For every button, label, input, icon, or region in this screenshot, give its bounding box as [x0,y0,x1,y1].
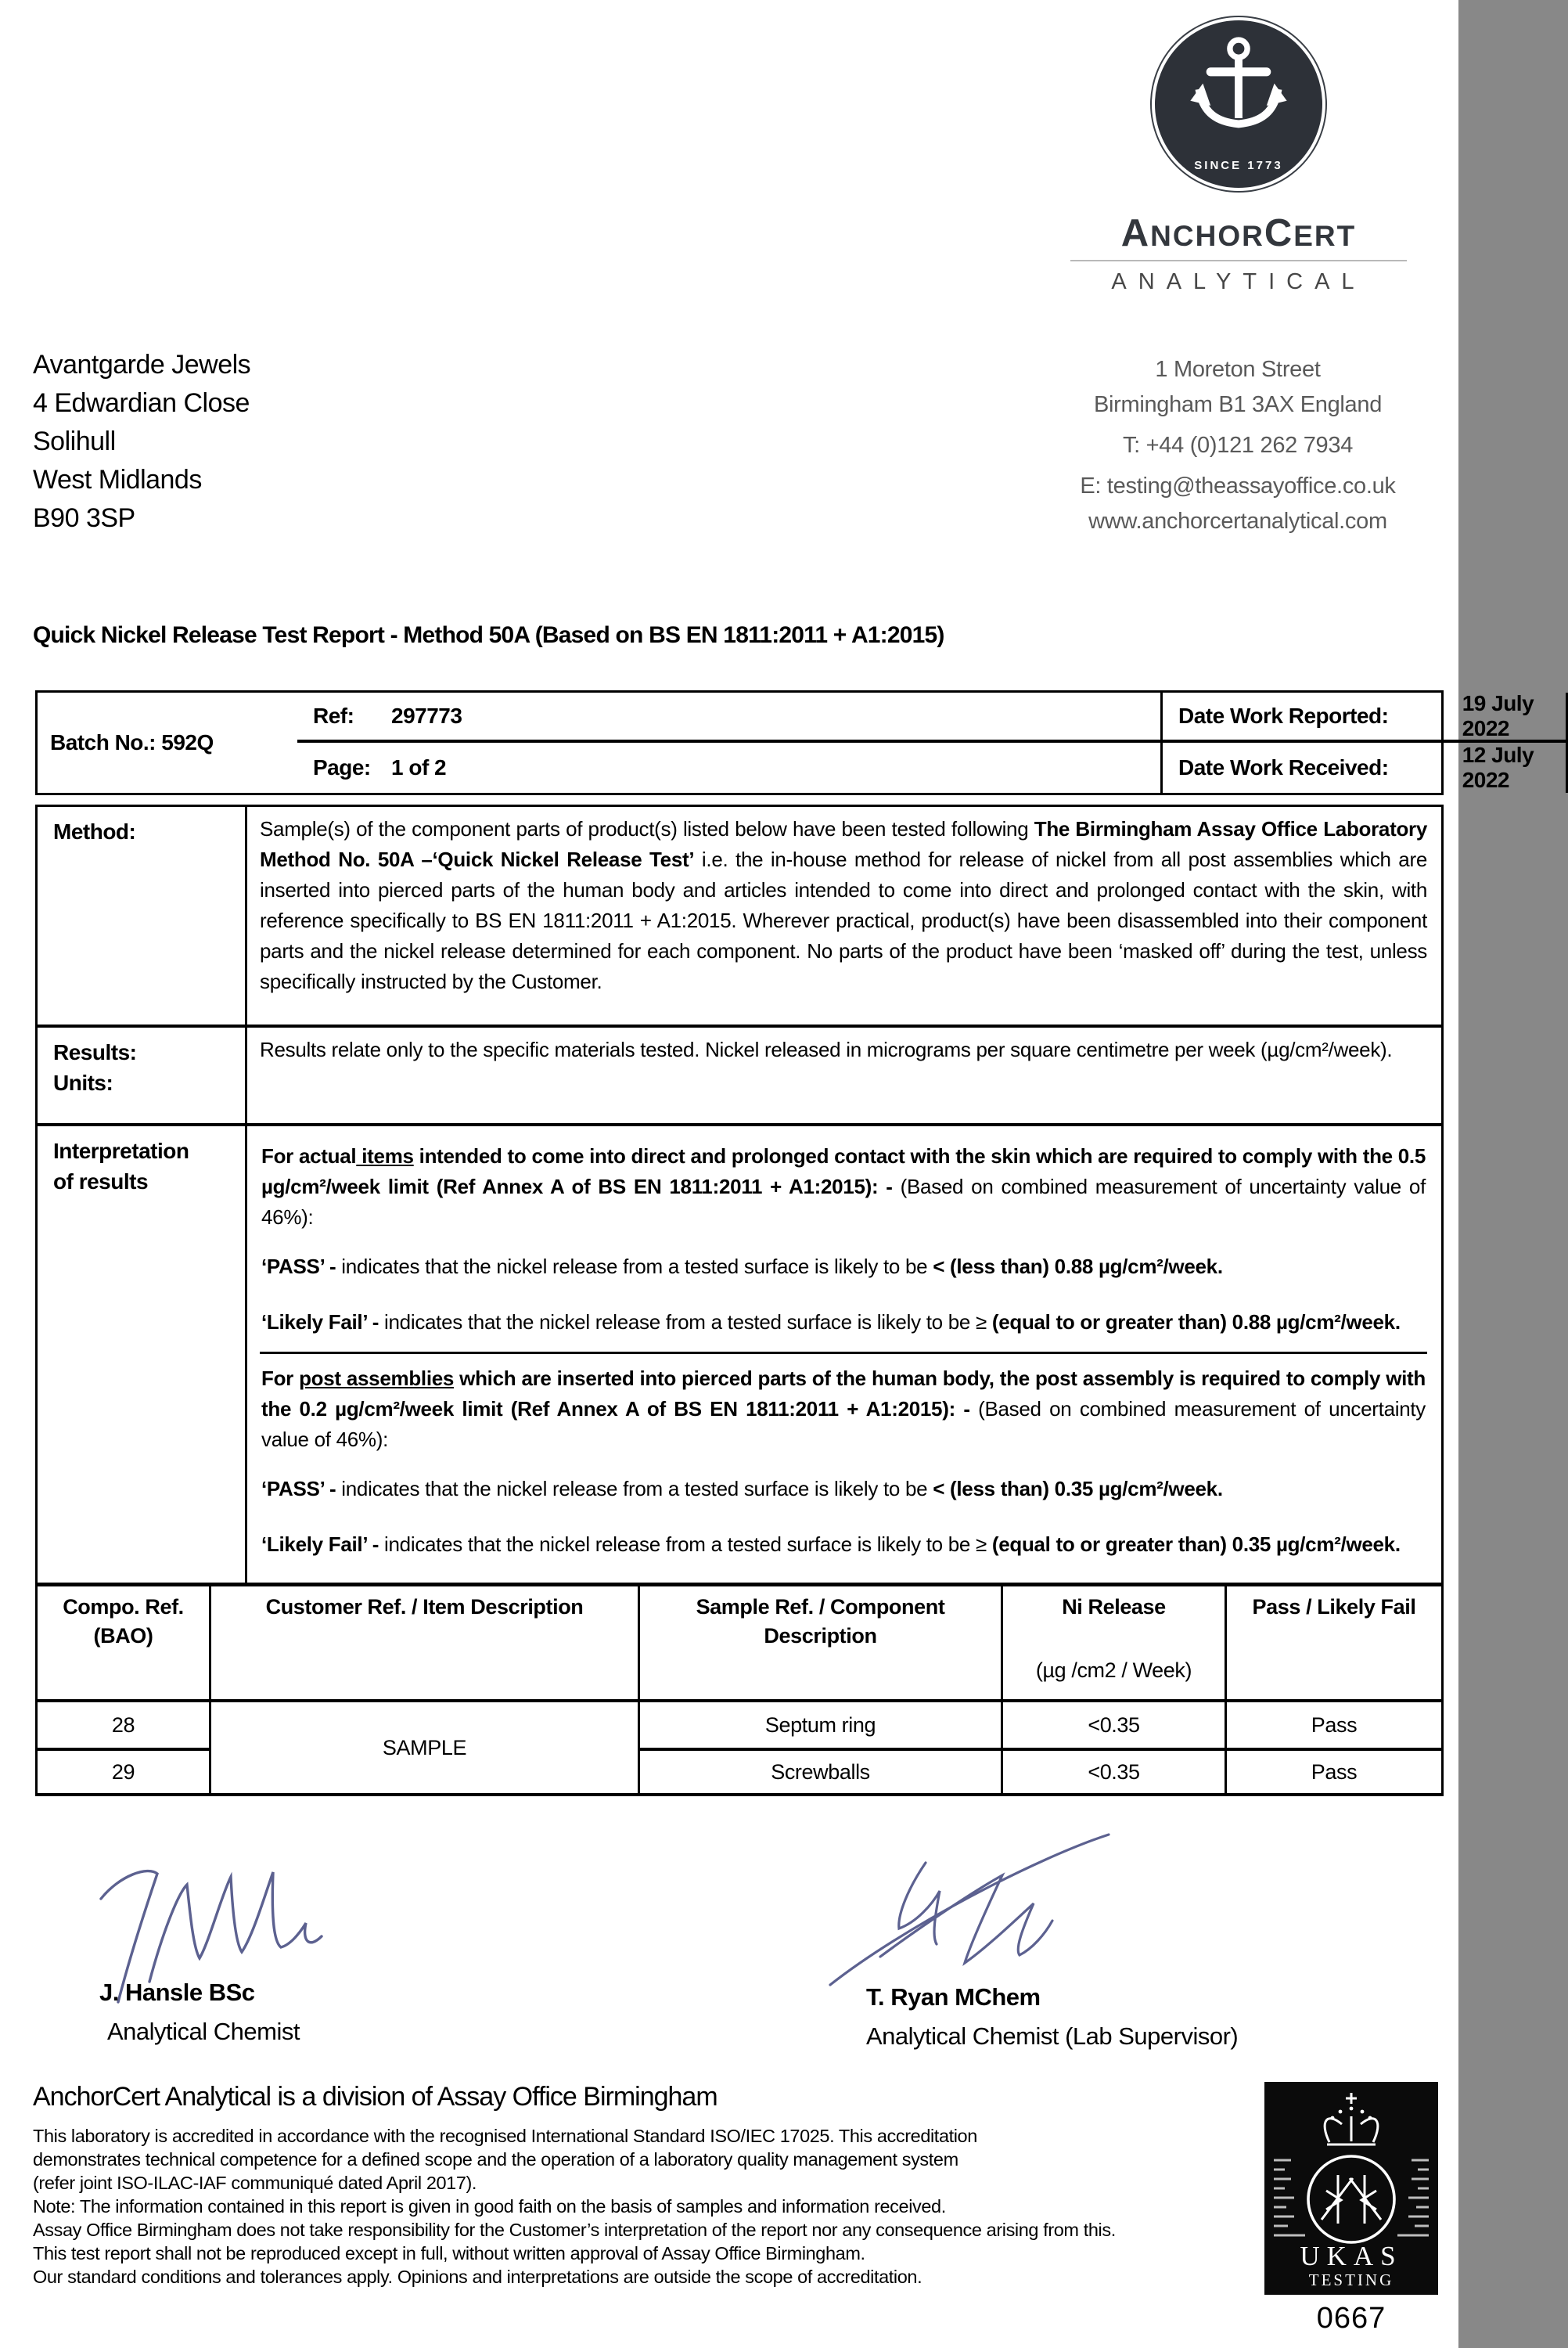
header-pass-fail [1227,1586,1441,1699]
ref-label: Ref: [313,704,354,728]
method-paragraph: Sample(s) of the component parts of product(s) listed below have been tested following The Birmingham Assay Office Laboratory Method No. 50A –‘Quick Nickel Release Test’ i.e. the in-house method for release of nickel from all post assemblies which are inserted into pierced parts of the human body and articles intended to come into direct and prolonged contact with the skin, with reference specifically to BS EN 1811:2011 + A1:2015. Wherever practical, product(s) have been disassembled into their component parts and the nickel release determined for each component. No parts of the product have been ‘masked off’ during the test, unless specifically instructed by the Customer. [260,817,1427,993]
fine-print-line: (refer joint ISO-ILAC-IAF communiqué dated April 2017). [33,2173,477,2193]
anchor-emblem [1152,17,1325,191]
signature-t-ryan [802,1828,1170,2008]
interpretation-label-line: Interpretation [53,1139,189,1163]
ref-cell [297,693,1163,743]
header-title: Pass / Likely Fail [1252,1595,1416,1619]
interpretation-block-items [260,1133,1427,1354]
header-title: Customer Ref. / Item Description [265,1595,584,1619]
limit-02-intro: For post assemblies which are inserted into pierced parts of the human body, the post assembly is required to comply with the 0.2 µg/cm²/week limit (Ref Annex A of BS EN 1811:2011 + A1:2015): - (Based on combined measurement of uncertainty value of 46%): [261,1367,1426,1451]
lab-address-line: 1 Moreton Street [1155,357,1321,382]
results-table-body [38,1702,1441,1793]
fine-print-line: demonstrates technical competence for a defined scope and the operation of a laboratory quality management system [33,2149,958,2170]
results-table-header [38,1586,1441,1702]
page-value: 1 of 2 [391,755,447,780]
lab-phone: T: +44 (0)121 262 7934 [1122,433,1354,458]
anchorcert-logo [1070,17,1407,295]
lab-website: www.anchorcertanalytical.com [1088,509,1387,534]
header-title: Compo. Ref. [63,1595,184,1619]
date-reported-cell [1163,693,1568,743]
header-customer-ref [211,1586,640,1699]
signatory-2-role: Analytical Chemist (Lab Supervisor) [866,2022,1239,2050]
interpretation-label-line: of results [53,1169,149,1194]
row2-component: Screwballs [640,1748,1003,1793]
header-unit-note: (µg /cm2 / Week) [1035,1658,1192,1682]
date-reported-label: Date Work Reported: [1178,704,1389,728]
results-table [35,1586,1444,1796]
units-label: Units: [53,1071,113,1095]
row1-component: Septum ring [640,1702,1003,1748]
ukas-accreditation-mark [1261,2082,1441,2335]
likely-fail-definition-035: ‘Likely Fail’ - indicates that the nickel release from a tested surface is likely to be ≥ (equal to or greater than) 0.35 µg/cm²/week. [261,1532,1401,1556]
method-info-table [35,805,1444,1586]
ukas-label: UKAS [1300,2241,1403,2271]
accreditation-fine-print [33,2124,1116,2289]
header-title: Sample Ref. / Component Description [696,1595,945,1648]
page-cell [297,743,1163,793]
customer-ref-cell: SAMPLE [211,1702,640,1793]
page-label: Page: [313,755,371,780]
header-title: Ni Release [1062,1595,1166,1619]
ref-value: 297773 [391,704,462,728]
results-units-text: Results relate only to the specific materials tested. Nickel released in micrograms per square centimetre per week (µg/cm²/week). [260,1038,1393,1061]
signatory-1-role: Analytical Chemist [107,2018,300,2045]
header-ni-release [1003,1586,1227,1699]
date-reported-value: 19 July 2022 [1462,691,1534,740]
header-compo-ref [38,1586,211,1699]
fine-print-line: Assay Office Birmingham does not take responsibility for the Customer’s interpretation of the report nor any consequence arising from this. [33,2220,1116,2240]
pass-definition-088: ‘PASS’ - indicates that the nickel release from a tested surface is likely to be < (less than) 0.88 µg/cm²/week. [261,1255,1223,1278]
anchor-icon [1181,31,1296,147]
fine-print-line: Our standard conditions and tolerances apply. Opinions and interpretations are outside the scope of accreditation. [33,2267,922,2287]
date-received-value: 12 July 2022 [1462,743,1534,792]
interpretation-content [247,1126,1441,1583]
lab-email: E: testing@theassayoffice.co.uk [1080,474,1396,499]
reference-table [35,690,1534,795]
customer-address-line: B90 3SP [33,503,135,533]
customer-address-line: Avantgarde Jewels [33,350,251,380]
results-label: Results: [53,1040,137,1064]
signature-area [35,1839,1444,2074]
likely-fail-definition-088: ‘Likely Fail’ - indicates that the nickel release from a tested surface is likely to be ≥ (equal to or greater than) 0.88 µg/cm²/week. [261,1310,1401,1334]
batch-number: Batch No.: 592Q [50,730,214,754]
signatory-2-name: T. Ryan MChem [866,1983,1041,2011]
wordmark-letter: A [1120,212,1151,254]
customer-address-line: Solihull [33,427,116,456]
fine-print-line: This test report shall not be reproduced except in full, without written approval of Assay Office Birmingham. [33,2243,865,2263]
row2-compo-ref: 29 [38,1748,211,1793]
customer-address [33,346,250,538]
pass-definition-035: ‘PASS’ - indicates that the nickel release from a tested surface is likely to be < (less than) 0.35 µg/cm²/week. [261,1477,1223,1500]
ukas-testing-label: TESTING [1308,2271,1394,2289]
lab-address-line: Birmingham B1 3AX England [1093,392,1383,417]
fine-print-line: Note: The information contained in this report is given in good faith on the basis of samples and information received. [33,2196,946,2217]
limit-05-intro: For actual items intended to come into direct and prolonged contact with the skin which are required to comply with the 0.5 µg/cm²/week limit (Ref Annex A of BS EN 1811:2011 + A1:2015): - (Based on combined measurement of uncertainty value of 46%): [261,1144,1426,1229]
row1-compo-ref: 28 [38,1702,211,1748]
interpretation-block-post-assemblies [260,1354,1427,1576]
analytical-subtitle: ANALYTICAL [1111,269,1366,294]
wordmark-letter: C [1264,212,1294,254]
interpretation-label [38,1126,247,1583]
lab-contact-block [1058,352,1418,539]
row1-ni-release: <0.35 [1003,1702,1227,1748]
signatory-1-name: J. Hansle BSc [99,1979,255,2006]
customer-address-line: 4 Edwardian Close [33,388,250,418]
row1-result: Pass [1311,1712,1358,1737]
row2-ni-release: <0.35 [1003,1748,1227,1793]
wordmark-letters: ERT [1293,220,1357,252]
report-title: Quick Nickel Release Test Report - Method 50A (Based on BS EN 1811:2011 + A1:2015) [33,622,944,648]
since-1773-label: SINCE 1773 [1194,159,1283,172]
date-received-label: Date Work Received: [1178,755,1389,780]
row2-result: Pass [1227,1748,1441,1793]
ukas-number: 0667 [1316,2302,1386,2335]
customer-address-line: West Midlands [33,465,202,495]
header-subtitle: (BAO) [93,1624,153,1648]
results-units-label [38,1028,247,1123]
wordmark-letters: NCHOR [1150,220,1264,252]
division-note: AnchorCert Analytical is a division of Assay Office Birmingham [33,2082,717,2112]
ukas-testing-logo [1264,2082,1438,2295]
header-sample-ref [640,1586,1003,1699]
method-label: Method: [38,807,247,1025]
wordmark-divider [1070,260,1407,261]
fine-print-line: This laboratory is accredited in accordance with the recognised International Standard ISO/IEC 17025. This accreditation [33,2126,977,2146]
date-received-cell [1163,743,1568,793]
anchorcert-wordmark [1070,211,1407,255]
